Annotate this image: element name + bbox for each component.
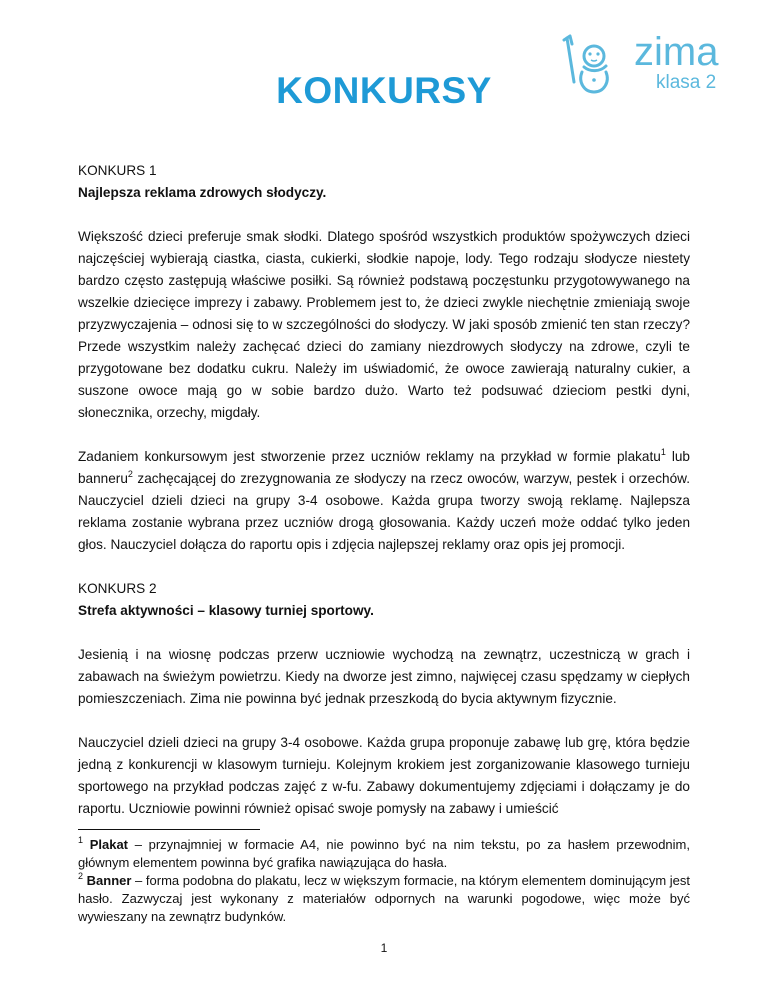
logo-word: zima [634, 30, 719, 74]
page-title: KONKURSY [276, 70, 492, 111]
snowman-with-paintbrush-icon [560, 32, 624, 98]
footnote-1 [78, 836, 690, 872]
footnote-2-term: Banner [86, 873, 132, 888]
footnote-1-text: – przynajmniej w formacie A4, nie powinno być na nim tekstu, po za hasłem przewodnim, głównym elementem powinna być grafika nawiązująca do hasła. [78, 837, 690, 870]
contest1-task-text-c: zachęcającej do zrezygnowania ze słodyczy na rzecz owoców, warzyw, pestek i orzechów. Nauczyciel dzieli dzieci na grupy 3-4 osobowe. Każda grupa tworzy swoją reklamę. Najlepsza reklama zostanie wybrana przez uczniów drogą głosowania. Każdy uczeń może oddać tylko jeden głos. Nauczyciel dołącza do raportu opis i zdjęcia najlepszej reklamy oraz opis jej promocji. [78, 471, 690, 552]
document-body [78, 160, 690, 820]
contest1-intro-paragraph: Większość dzieci preferuje smak słodki. Dlatego spośród wszystkich produktów spożywczych dzieci najczęściej wybierają ciastka, ciasta, cukierki, słodkie napoje, lody. Tego rodzaju słodycze niestety bardzo często zastępują właściwe posiłki. Są również podstawą poczęstunku przygotowywanego na wszelkie dziecięce imprezy i zabawy. Problemem jest to, że dzieci zwykle niechętnie zmieniają swoje przyzwyczajenia – odnosi się to w szczególności do słodyczy. W jaki sposób zmienić ten stan rzeczy? Przede wszystkim należy zachęcać dzieci do zamiany niezdrowych słodyczy na zdrowe, czyli te przygotowane bez dodatku cukru. Należy im uświadomić, że owoce zawierają naturalny cukier, a suszone owoce mają go w sobie bardzo dużo. Warto też podsuwać dzieciom pestki dyni, słonecznika, orzechy, migdały. [78, 229, 690, 420]
footnote-1-term: Plakat [89, 837, 129, 852]
footnote-2-text: – forma podobna do plakatu, lecz w większym formacie, na którym elementem dominującym jest hasło. Zazwyczaj jest wykonany z materiałów odpornych na warunki pogodowe, więc może być wywieszany na zewnątrz budynków. [78, 873, 690, 924]
logo-subtitle: klasa 2 [656, 72, 717, 93]
footnote-2-number: 2 [78, 871, 84, 881]
footnotes [78, 836, 690, 926]
footnote-1-number: 1 [78, 835, 84, 845]
footnote-2 [78, 872, 690, 926]
contest2-subtitle: Strefa aktywności – klasowy turniej sportowy. [78, 603, 374, 618]
contest1-label: KONKURS 1 [78, 163, 157, 178]
contest1-task-text-a: Zadaniem konkursowym jest stworzenie przez uczniów reklamy na przykład w formie plakatu [78, 449, 661, 464]
contest2-task-paragraph: Nauczyciel dzieli dzieci na grupy 3-4 osobowe. Każda grupa proponuje zabawę lub grę, która będzie jedną z konkurencji w klasowym turnieju. Kolejnym krokiem jest zorganizowanie klasowego turnieju sportowego na przykład podczas zajęć z w-fu. Zabawy dokumentujemy zdjęciami i dołączamy je do raportu. Uczniowie powinni również opisać swoje pomysły na zabawy i umieścić [78, 735, 690, 816]
page-number: 1 [380, 941, 388, 955]
footnote-ref-1: 1 [660, 447, 666, 457]
contest1-task-text-b: lub banneru [78, 449, 690, 486]
contest2-intro-paragraph: Jesienią i na wiosnę podczas przerw uczniowie wychodzą na zewnątrz, uczestniczą w grach i zabawach na świeżym powietrzu. Kiedy na dworze jest zimno, najwięcej czasu spędzamy w ciepłych pomieszczeniach. Zima nie powinna być jednak przeszkodą do bycia aktywnym fizycznie. [78, 647, 690, 706]
footnote-ref-2: 2 [127, 469, 133, 479]
contest1-task-paragraph [78, 446, 690, 556]
contest2-label: KONKURS 2 [78, 581, 157, 596]
footnote-separator [78, 829, 260, 830]
zima-logo [560, 30, 730, 100]
contest1-subtitle: Najlepsza reklama zdrowych słodyczy. [78, 185, 327, 200]
